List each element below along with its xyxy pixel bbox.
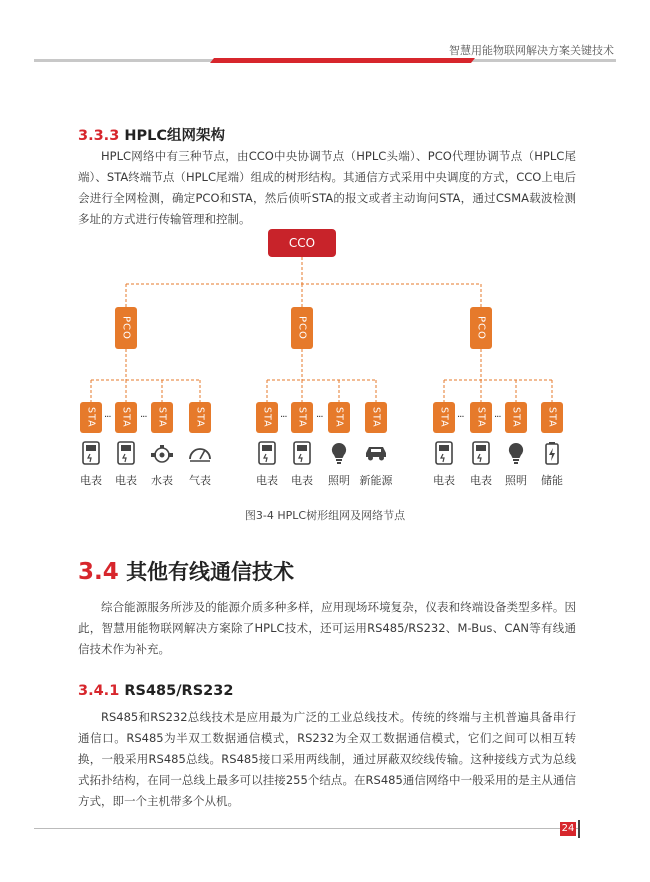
device-label: 照明 [328,474,350,487]
device-label: 电表 [291,474,313,487]
cco-node: CCO [268,229,336,257]
section-number: 3.4.1 [78,683,120,699]
body-paragraph: HPLC网络中有三种节点，由CCO中央协调节点（HPLC头端）、PCO代理协调节点（HPLC尾端）、STA终端节点（HPLC尾端）组成的树形结构。其通信方式采用中央调度的方式，CCO上电后会进行全网检测，确定PCO和STA，然后侦听STA的报文或者主动询问STA，通过CSMA载波检测多址的方式进行传输管理和控制。 [78,149,576,226]
sta-node: STA [256,402,278,433]
ellipsis: ··· [316,412,323,423]
figure-caption: 图3-4 HPLC树形组网及网络节点 [244,509,406,522]
device-label: 电表 [115,474,137,487]
meter-icon [113,440,139,466]
sta-node: STA [80,402,102,433]
ellipsis: ··· [280,412,287,423]
page-number: 24 [561,823,575,834]
sta-node: STA [505,402,527,433]
water-meter-icon [149,440,175,466]
running-header: 智慧用能物联网解决方案关键技术 [449,44,614,57]
device-label: 新能源 [359,474,393,487]
ellipsis: ··· [457,412,464,423]
sta-node: STA [365,402,387,433]
device-label: 气表 [189,474,211,487]
ellipsis: ··· [494,412,501,423]
device-label: 电表 [470,474,492,487]
battery-icon [539,440,565,466]
pco-node: PCO [115,307,137,349]
sta-node: STA [151,402,173,433]
section-title: 其他有线通信技术 [126,560,295,584]
section-number: 3.3.3 [78,128,120,144]
section-heading-3-4 [78,556,294,586]
sta-node: STA [291,402,313,433]
sta-node: STA [189,402,211,433]
pco-node: PCO [291,307,313,349]
device-label: 电表 [433,474,455,487]
sta-node: STA [328,402,350,433]
sta-node: STA [541,402,563,433]
body-paragraph: 综合能源服务所涉及的能源介质多种多样，应用现场环境复杂，仪表和终端设备类型多样。因此，智慧用能物联网解决方案除了HPLC技术，还可运用RS485/RS232、M-Bus、CAN等有线通信技术作为补充。 [78,600,576,656]
pco-node: PCO [470,307,492,349]
section-number: 3.4 [78,559,119,585]
sta-node: STA [115,402,137,433]
sta-node: STA [433,402,455,433]
sta-node: STA [470,402,492,433]
device-label: 照明 [505,474,527,487]
bulb-icon [326,440,352,466]
section-heading-3-4-1 [78,683,233,699]
footer-rule [34,828,578,829]
device-label: 电表 [256,474,278,487]
meter-icon [254,440,280,466]
device-label: 水表 [151,474,173,487]
meter-icon [431,440,457,466]
ellipsis: ··· [140,412,147,423]
ellipsis: ··· [104,412,111,423]
gas-gauge-icon [187,440,213,466]
page-number-tick [578,820,580,838]
device-label: 电表 [80,474,102,487]
meter-icon [289,440,315,466]
body-paragraph: RS485和RS232总线技术是应用最为广泛的工业总线技术。传统的终端与主机普遍具备串行通信口。RS485为半双工数据通信模式，RS232为全双工数据通信模式，它们之间可以相互转换，一般采用RS485总线。RS485接口采用两线制，通过屏蔽双绞线传输。这种接线方式为总线式拓扑结构，在同一总线上最多可以挂接255个结点。在RS485通信网络中一般采用的是主从通信方式，即一个主机带多个从机。 [78,710,576,808]
meter-icon [468,440,494,466]
car-icon [363,440,389,466]
section-title: RS485/RS232 [124,683,234,699]
meter-icon [78,440,104,466]
device-label: 储能 [541,474,563,487]
section-title: HPLC组网架构 [124,128,226,144]
bulb-icon [503,440,529,466]
